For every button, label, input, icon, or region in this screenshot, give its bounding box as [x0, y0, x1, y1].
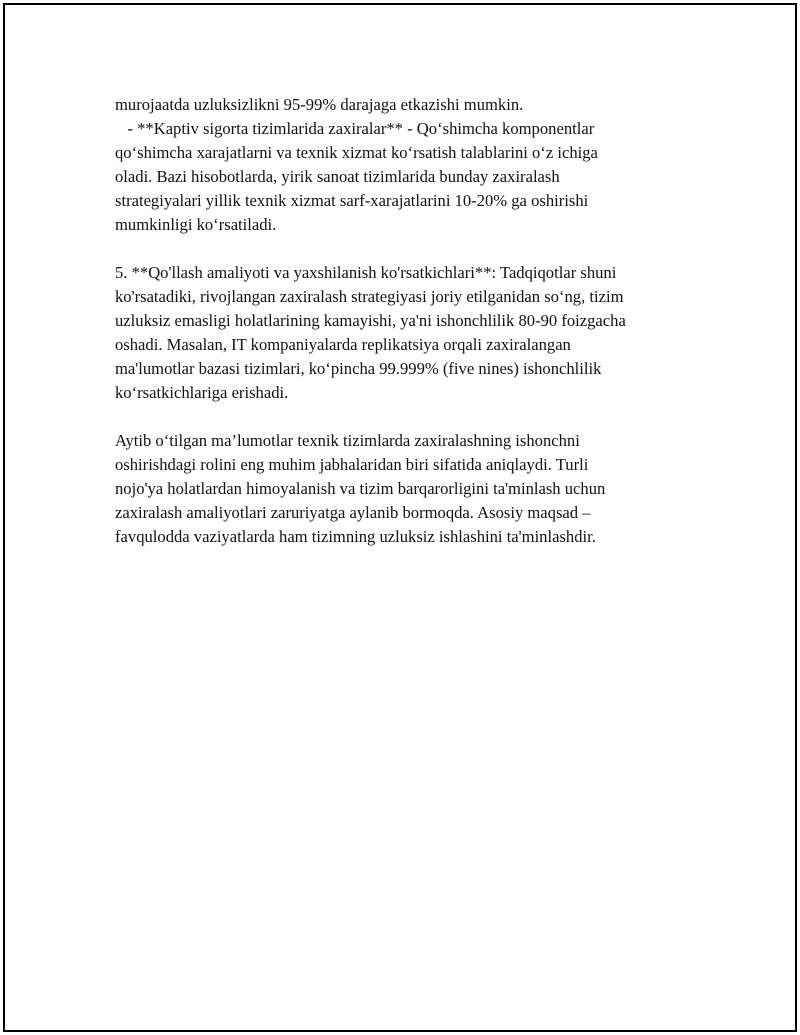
text-line: strategiyalari yillik texnik xizmat sarf-xarajatlarini 10-20% ga oshirishi — [115, 191, 589, 210]
text-line: favqulodda vaziyatlarda ham tizimning uzluksiz ishlashini ta'minlashdir. — [115, 527, 596, 546]
text-line: oshirishdagi rolini eng muhim jabhalaridan biri sifatida aniqlaydi. Turli — [115, 455, 589, 474]
text-line: oladi. Bazi hisobotlarda, yirik sanoat tizimlarida bunday zaxiralash — [115, 167, 560, 186]
paragraph-2 — [115, 261, 695, 405]
text-line: qo‘shimcha xarajatlarni va texnik xizmat ko‘rsatish talablarini o‘z ichiga — [115, 143, 598, 162]
text-line: oshadi. Masalan, IT kompaniyalarda replikatsiya orqali zaxiralangan — [115, 335, 571, 354]
text-line: ko‘rsatkichlariga erishadi. — [115, 383, 289, 402]
text-line: uzluksiz emasligi holatlarining kamayishi, ya'ni ishonchlilik 80-90 foizgacha — [115, 311, 626, 330]
text-line: Aytib o‘tilgan ma’lumotlar texnik tizimlarda zaxiralashning ishonchni — [115, 431, 580, 450]
text-line: mumkinligi ko‘rsatiladi. — [115, 215, 277, 234]
paragraph-1 — [115, 93, 695, 237]
text-line: ma'lumotlar bazasi tizimlari, ko‘pincha 99.999% (five nines) ishonchlilik — [115, 359, 602, 378]
text-line: zaxiralash amaliyotlari zaruriyatga aylanib bormoqda. Asosiy maqsad – — [115, 503, 591, 522]
text-line: nojo'ya holatlardan himoyalanish va tizim barqarorligini ta'minlash uchun — [115, 479, 606, 498]
document-body — [115, 93, 695, 573]
text-line: - **Kaptiv sigorta tizimlarida zaxiralar** - Qo‘shimcha komponentlar — [115, 119, 595, 138]
text-line: murojaatda uzluksizlikni 95-99% darajaga etkazishi mumkin. — [115, 95, 524, 114]
text-line: ko'rsatadiki, rivojlangan zaxiralash strategiyasi joriy etilganidan so‘ng, tizim — [115, 287, 624, 306]
paragraph-3 — [115, 429, 695, 549]
text-line: 5. **Qo'llash amaliyoti va yaxshilanish ko'rsatkichlari**: Tadqiqotlar shuni — [115, 263, 617, 282]
